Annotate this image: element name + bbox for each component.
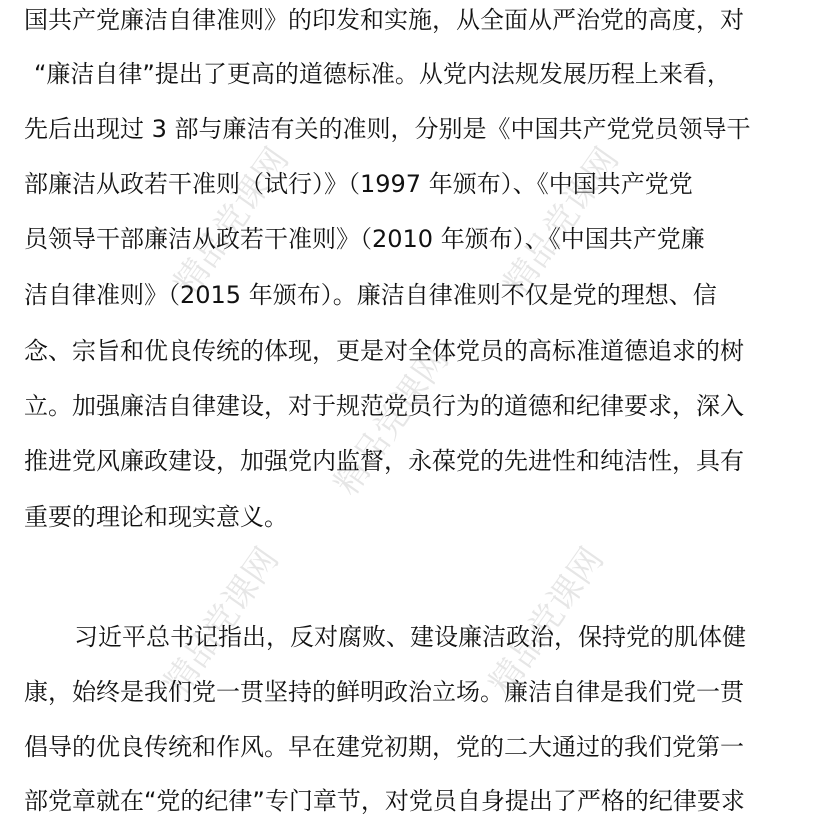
watermark: 精品党课网 <box>326 340 457 503</box>
text-line: 康，始终是我们党一贯坚持的鲜明政治立场。廉洁自律是我们党一贯 <box>24 678 744 706</box>
text-line: 先后出现过 3 部与廉洁有关的准则，分别是《中国共产党党员领导干 <box>24 115 751 143</box>
text-line: “廉洁自律”提出了更高的道德标准。从党内法规发展历程上来看， <box>34 60 731 88</box>
text-line: 习近平总书记指出，反对腐败、建设廉洁政治，保持党的肌体健 <box>74 623 746 651</box>
text-line: 重要的理论和现实意义。 <box>24 503 288 531</box>
text-line: 部廉洁从政若干准则（试行）》（1997 年颁布）、《中国共产党党 <box>24 170 693 198</box>
watermark: 精品党课网 <box>496 140 627 303</box>
watermark: 精品党课网 <box>166 140 297 303</box>
watermark: 精品党课网 <box>156 540 287 703</box>
watermark: 精品党课网 <box>481 540 612 703</box>
text-line: 国共产党廉洁自律准则》的印发和实施，从全面从严治党的高度，对 <box>24 6 744 34</box>
text-line: 推进党风廉政建设，加强党内监督，永葆党的先进性和纯洁性，具有 <box>24 447 744 475</box>
text-line: 洁自律准则》（2015 年颁布）。廉洁自律准则不仅是党的理想、信 <box>24 281 717 309</box>
text-line: 念、宗旨和优良传统的体现，更是对全体党员的高标准道德追求的树 <box>24 337 744 365</box>
text-line: 倡导的优良传统和作风。早在建党初期，党的二大通过的我们党第一 <box>24 733 744 761</box>
text-line: 立。加强廉洁自律建设，对于规范党员行为的道德和纪律要求，深入 <box>24 392 744 420</box>
text-line: 员领导干部廉洁从政若干准则》（2010 年颁布）、《中国共产党廉 <box>24 225 705 253</box>
text-line: 部党章就在“党的纪律”专门章节，对党员自身提出了严格的纪律要求 <box>24 787 745 815</box>
